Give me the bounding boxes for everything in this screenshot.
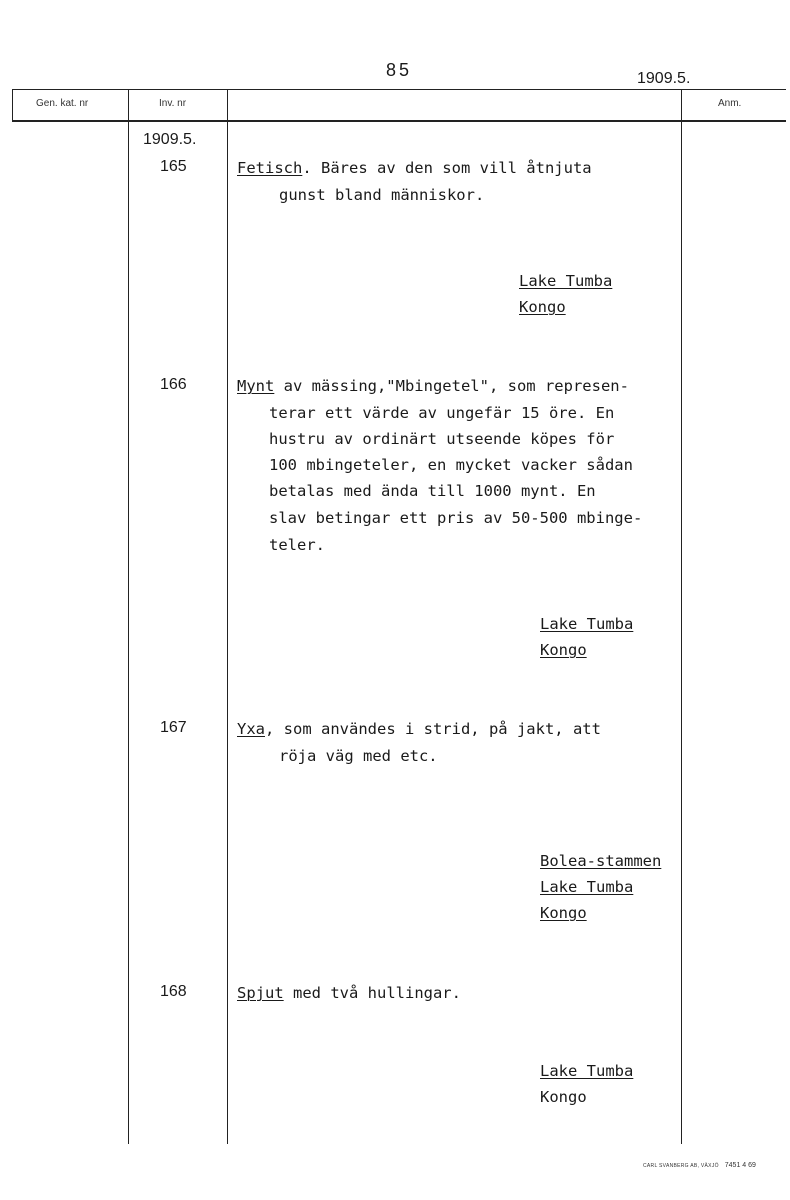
entry-text bbox=[237, 716, 601, 743]
entry-text bbox=[237, 155, 592, 182]
entry-text-first-line: av mässing,"Mbingetel", som represen- bbox=[274, 377, 629, 395]
locality-line: Lake Tumba bbox=[540, 615, 634, 633]
column-divider-inv bbox=[128, 89, 129, 1144]
inventory-number: 166 bbox=[160, 376, 187, 393]
column-divider-gen-kat bbox=[12, 89, 13, 122]
entry-text bbox=[237, 373, 629, 400]
entry-title: Yxa bbox=[237, 720, 265, 738]
entry-text-line: teler. bbox=[269, 536, 325, 554]
locality-line: Kongo bbox=[540, 641, 587, 659]
locality-line: Kongo bbox=[519, 298, 566, 316]
column-header-gen-kat: Gen. kat. nr bbox=[36, 98, 89, 109]
inventory-number: 165 bbox=[160, 158, 187, 175]
locality-line: Kongo bbox=[540, 904, 587, 922]
entry-text-line: röja väg med etc. bbox=[279, 747, 438, 765]
page-number: 85 bbox=[386, 60, 413, 80]
printer-name: CARL SVANBERG AB, VÄXJÖ bbox=[643, 1163, 719, 1169]
column-divider-text bbox=[227, 89, 228, 1144]
entry-text-first-line: med två hullingar. bbox=[283, 984, 461, 1002]
entry-text-line: terar ett värde av ungefär 15 öre. En bbox=[269, 404, 615, 422]
locality-line: Lake Tumba bbox=[519, 272, 613, 290]
locality-line: Lake Tumba bbox=[540, 878, 634, 896]
entry-text-first-line: . Bäres av den som vill åtnjuta bbox=[302, 159, 592, 177]
entry-text-line: hustru av ordinärt utseende köpes för bbox=[269, 430, 615, 448]
column-header-inv: Inv. nr bbox=[159, 98, 187, 109]
locality-line: Kongo bbox=[540, 1088, 587, 1106]
entry-text bbox=[237, 980, 461, 1007]
entry-text-line: betalas med ända till 1000 mynt. En bbox=[269, 482, 596, 500]
inventory-number: 167 bbox=[160, 719, 187, 736]
entry-title: Fetisch bbox=[237, 159, 303, 177]
locality-line: Lake Tumba bbox=[540, 1062, 634, 1080]
inventory-number: 168 bbox=[160, 983, 187, 1000]
locality-line: Bolea-stammen bbox=[540, 852, 662, 870]
entry-text-line: slav betingar ett pris av 50-500 mbinge- bbox=[269, 509, 643, 527]
printer-footer bbox=[643, 1162, 756, 1169]
header-date: 1909.5. bbox=[637, 70, 691, 87]
form-code: 7451 4 69 bbox=[724, 1162, 756, 1169]
column-header-anm: Anm. bbox=[718, 98, 742, 109]
entry-title: Mynt bbox=[237, 377, 275, 395]
column-divider-anm bbox=[681, 89, 682, 1144]
collection-date: 1909.5. bbox=[143, 131, 197, 148]
entry-text-first-line: , som användes i strid, på jakt, att bbox=[265, 720, 601, 738]
entry-text-line: 100 mbingeteler, en mycket vacker sådan bbox=[269, 456, 633, 474]
entry-title: Spjut bbox=[237, 984, 284, 1002]
entry-text-line: gunst bland människor. bbox=[279, 186, 485, 204]
